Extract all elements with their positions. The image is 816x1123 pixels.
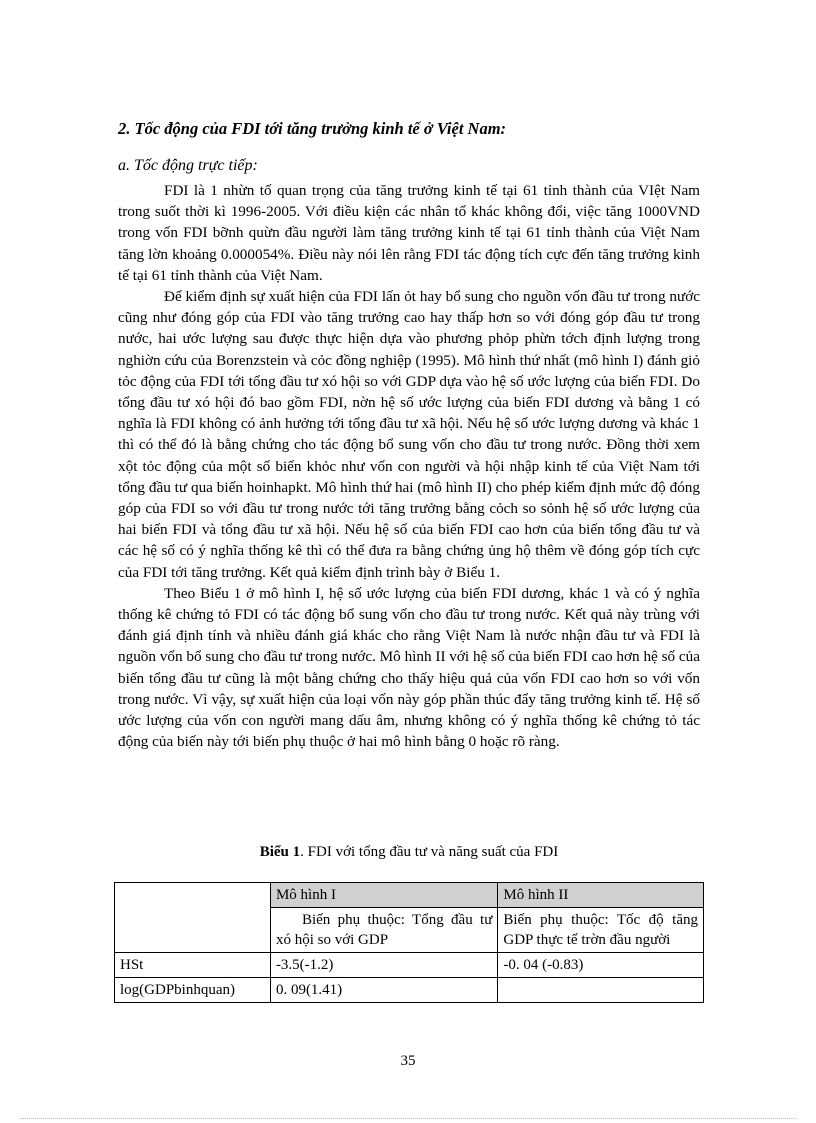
paragraph: FDI là 1 nhừn tố quan trọng của tăng trưởng kinh tế tại 61 tỉnh thành của VIệt Nam trong suốt thời kì 1996-2005. Với điều kiện các nhân tố khác không đổi, việc tăng 1000VND trong vốn FDI bỡnh quừn đầu người làm tăng trưởng kinh tế tại 61 tỉnh thành của Việt Nam tăng lờn khoảng 0.000054%. Điều này nói lên rằng FDI tác động tích cực đến tăng trưởng kinh tế tại 61 tỉnh thành của Việt Nam. (118, 182, 700, 284)
regression-table (114, 882, 704, 1003)
model-1-header: Mô hình I (270, 883, 497, 908)
model-1-dependent: Biến phụ thuộc: Tổng đầu tư xó hội so với GDP (270, 908, 497, 953)
model-2-dependent: Biến phụ thuộc: Tốc độ tăng GDP thực tế trờn đầu người (498, 908, 704, 953)
table-row (115, 953, 704, 978)
model-1-value: 0. 09(1.41) (270, 978, 497, 1003)
table-corner-cell (115, 883, 271, 953)
row-label: log(GDPbinhquan) (115, 978, 271, 1003)
model-1-value: -3.5(-1.2) (270, 953, 497, 978)
body-text (118, 180, 700, 752)
subsection-heading: a. Tốc động trực tiếp: (118, 157, 258, 174)
model-2-value (498, 978, 704, 1003)
row-label: HSt (115, 953, 271, 978)
section-heading: 2. Tốc động của FDI tới tăng trưởng kinh tế ở Việt Nam: (118, 119, 507, 138)
table-caption-text: . FDI với tổng đầu tư và năng suất của FDI (300, 844, 559, 860)
table-row (115, 978, 704, 1003)
paragraph: Để kiểm định sự xuất hiện của FDI lấn ỏt hay bổ sung cho nguồn vốn đầu tư trong nước cũng như đóng góp của FDI vào tăng trưởng cao hay thấp hơn so với đóng góp đầu tư trong nước, hai ước lượng sau được thực hiện dựa vào phương phỏp phừn tớch định lượng trong nghiờn cứu của Borenzstein và cỏc đồng nghiệp (1995). Mô hình thứ nhất (mô hình I) đánh giỏ tỏc động của FDI tới tổng đầu tư xó hội so với GDP dựa vào hệ số ước lượng của biến FDI. Do tổng đầu tư xó hội đó bao gồm FDI, nờn hệ số ước lượng của biến FDI dương và bằng 1 có nghĩa là FDI không có ảnh hưởng tới tổng đầu tư xã hội. Nếu hệ số ước lượng dương và khác 1 thì có thể đó là bằng chứng cho tác động bổ sung vốn cho đầu tư trong nước. Đồng thời xem xột tỏc động của một số biến khỏc như vốn con người và hội nhập kinh tế của Việt Nam tới tổng đầu tư qua biến hoinhapkt. Mô hình thứ hai (mô hình II) cho phép kiểm định mức độ đóng góp của FDI so với đầu tư trong nước tới tăng trưởng bằng cỏch so sỏnh hệ số ước lượng của hai biến FDI và tổng đầu tư xã hội. Nếu hệ số của biến FDI cao hơn của biến tổng đầu tư và các hệ số có ý nghĩa thống kê thì có thể đưa ra bằng chứng ủng hộ thêm về đóng góp tích cực của FDI tới tăng trưởng. Kết quả kiểm định trình bày ở Biểu 1. (118, 288, 700, 581)
table-caption-label: Biểu 1 (259, 844, 301, 860)
table-caption (118, 844, 700, 861)
table-header-row (115, 883, 704, 908)
paragraph: Theo Biểu 1 ở mô hình I, hệ số ước lượng của biến FDI dương, khác 1 và có ý nghĩa thống kê chứng tỏ FDI có tác động bổ sung vốn cho đầu tư trong nước. Kết quả này trùng với đánh giá định tính và nhiều đánh giá khác cho rằng Việt Nam là nước nhận đầu tư và FDI là nguồn vốn bổ sung cho đầu tư trong nước. Mô hình II với hệ số của biến FDI cao hơn hệ số của biến tổng đầu tư cũng là một bằng chứng cho thấy hiệu quả của vốn FDI cao hơn so với vốn trong nước. Vì vậy, sự xuất hiện của loại vốn này góp phần thúc đẩy tăng trưởng kinh tế. Hệ số ước lượng của vốn con người mang dấu âm, nhưng không có ý nghĩa thống kê chứng tỏ tác động của biến này tới biến phụ thuộc ở hai mô hình bằng 0 hoặc rõ ràng. (118, 584, 700, 751)
model-2-header: Mô hình II (498, 883, 704, 908)
page-bottom-border (20, 1118, 796, 1119)
model-2-value: -0. 04 (-0.83) (498, 953, 704, 978)
page-number: 35 (400, 1053, 416, 1069)
